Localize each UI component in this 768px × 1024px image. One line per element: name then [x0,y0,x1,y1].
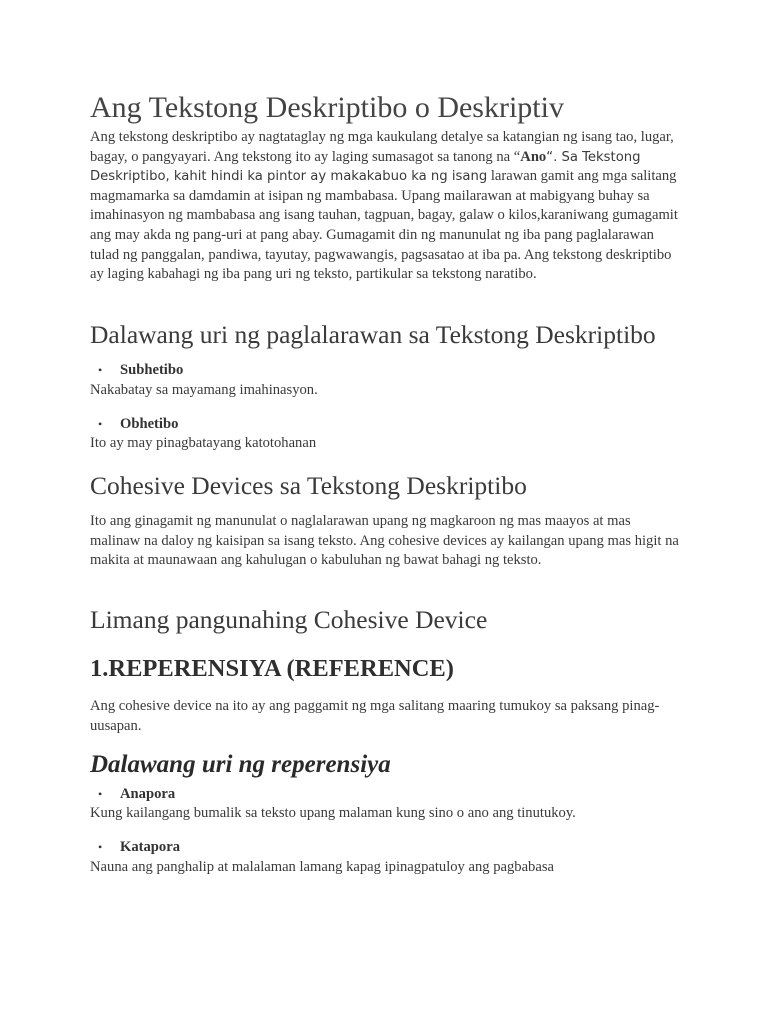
bullet-label: Anapora [120,786,176,802]
section-heading-cohesive-devices: Cohesive Devices sa Tekstong Deskriptibo [90,471,527,500]
section-heading-limang-pangunahing: Limang pangunahing Cohesive Device [90,605,488,634]
intro-text-2: “. Sa Tekstong Deskriptibo, kahit hindi ka pintor ay makakabuo ka ng isang [90,149,641,185]
reperensiya-paragraph: Ang cohesive device na ito ay ang paggamit ng mga salitang maaring tumukoy sa paksang pinag-uusapan. [90,698,660,734]
bullet-item-subhetibo [98,362,183,379]
section-heading-uri-reperensiya: Dalawang uri ng reperensiya [90,751,391,778]
section-heading-paglalarawan: Dalawang uri ng paglalarawan sa Tekstong Deskriptibo [90,320,656,349]
intro-paragraph [90,128,682,285]
intro-bold-word: Ano [520,148,547,165]
document-title: Ang Tekstong Deskriptibo o Deskriptiv [90,91,564,124]
bullet-dot: • [98,363,103,377]
bullet-label: Subhetibo [120,362,184,378]
bullet-description: Ito ay may pinagbatayang katotohanan [90,435,317,451]
section-heading-reperensiya: 1.REPERENSIYA (REFERENCE) [90,655,454,682]
bullet-item-anapora [98,786,175,803]
bullet-description: Kung kailangang bumalik sa teksto upang malaman kung sino o ano ang tinutukoy. [90,805,576,821]
bullet-dot: • [98,840,103,854]
bullet-label: Katapora [120,839,180,855]
intro-text-3: larawan gamit ang mga salitang magmamarka sa damdamin at isipan ng mambabasa. Upang mailarawan at mabigyang buhay sa imahinasyon ng mambabasa ang isang tauhan, tagpuan, bagay, galaw o kilos,karaniwang gumagamit ang may akda ng pang-uri at pang abay. Gumagamit din ng manunulat ng iba pang paglalarawan tulad ng panggalan, pandiwa, tayutay, pagwawangis, pagsasatao at iba pa. Ang tekstong deskriptibo ay laging kabahagi ng iba pang uri ng teksto, partikular sa tekstong naratibo. [90,168,678,283]
bullet-label: Obhetibo [120,416,179,432]
bullet-dot: • [98,417,103,431]
bullet-item-katapora [98,839,180,856]
intro-text-1: Ang tekstong deskriptibo ay nagtataglay ng mga kaukulang detalye sa katangian ng isang tao, lugar, bagay, o pangyayari. Ang tekstong ito ay laging sumasagot sa tanong na “ [90,129,674,165]
bullet-description: Nakabatay sa mayamang imahinasyon. [90,382,318,398]
bullet-item-obhetibo [98,416,178,433]
bullet-dot: • [98,787,103,801]
bullet-description: Nauna ang panghalip at malalaman lamang kapag ipinagpatuloy ang pagbabasa [90,859,554,875]
cohesive-devices-paragraph: Ito ang ginagamit ng manunulat o naglalarawan upang ng magkaroon ng mas maayos at mas malinaw na daloy ng kaisipan sa isang teksto. Ang cohesive devices ay kailangan upang mas higit na makita at maunawaan ang kahulugan o kabuluhan ng bawat bahagi ng teksto. [90,513,679,569]
